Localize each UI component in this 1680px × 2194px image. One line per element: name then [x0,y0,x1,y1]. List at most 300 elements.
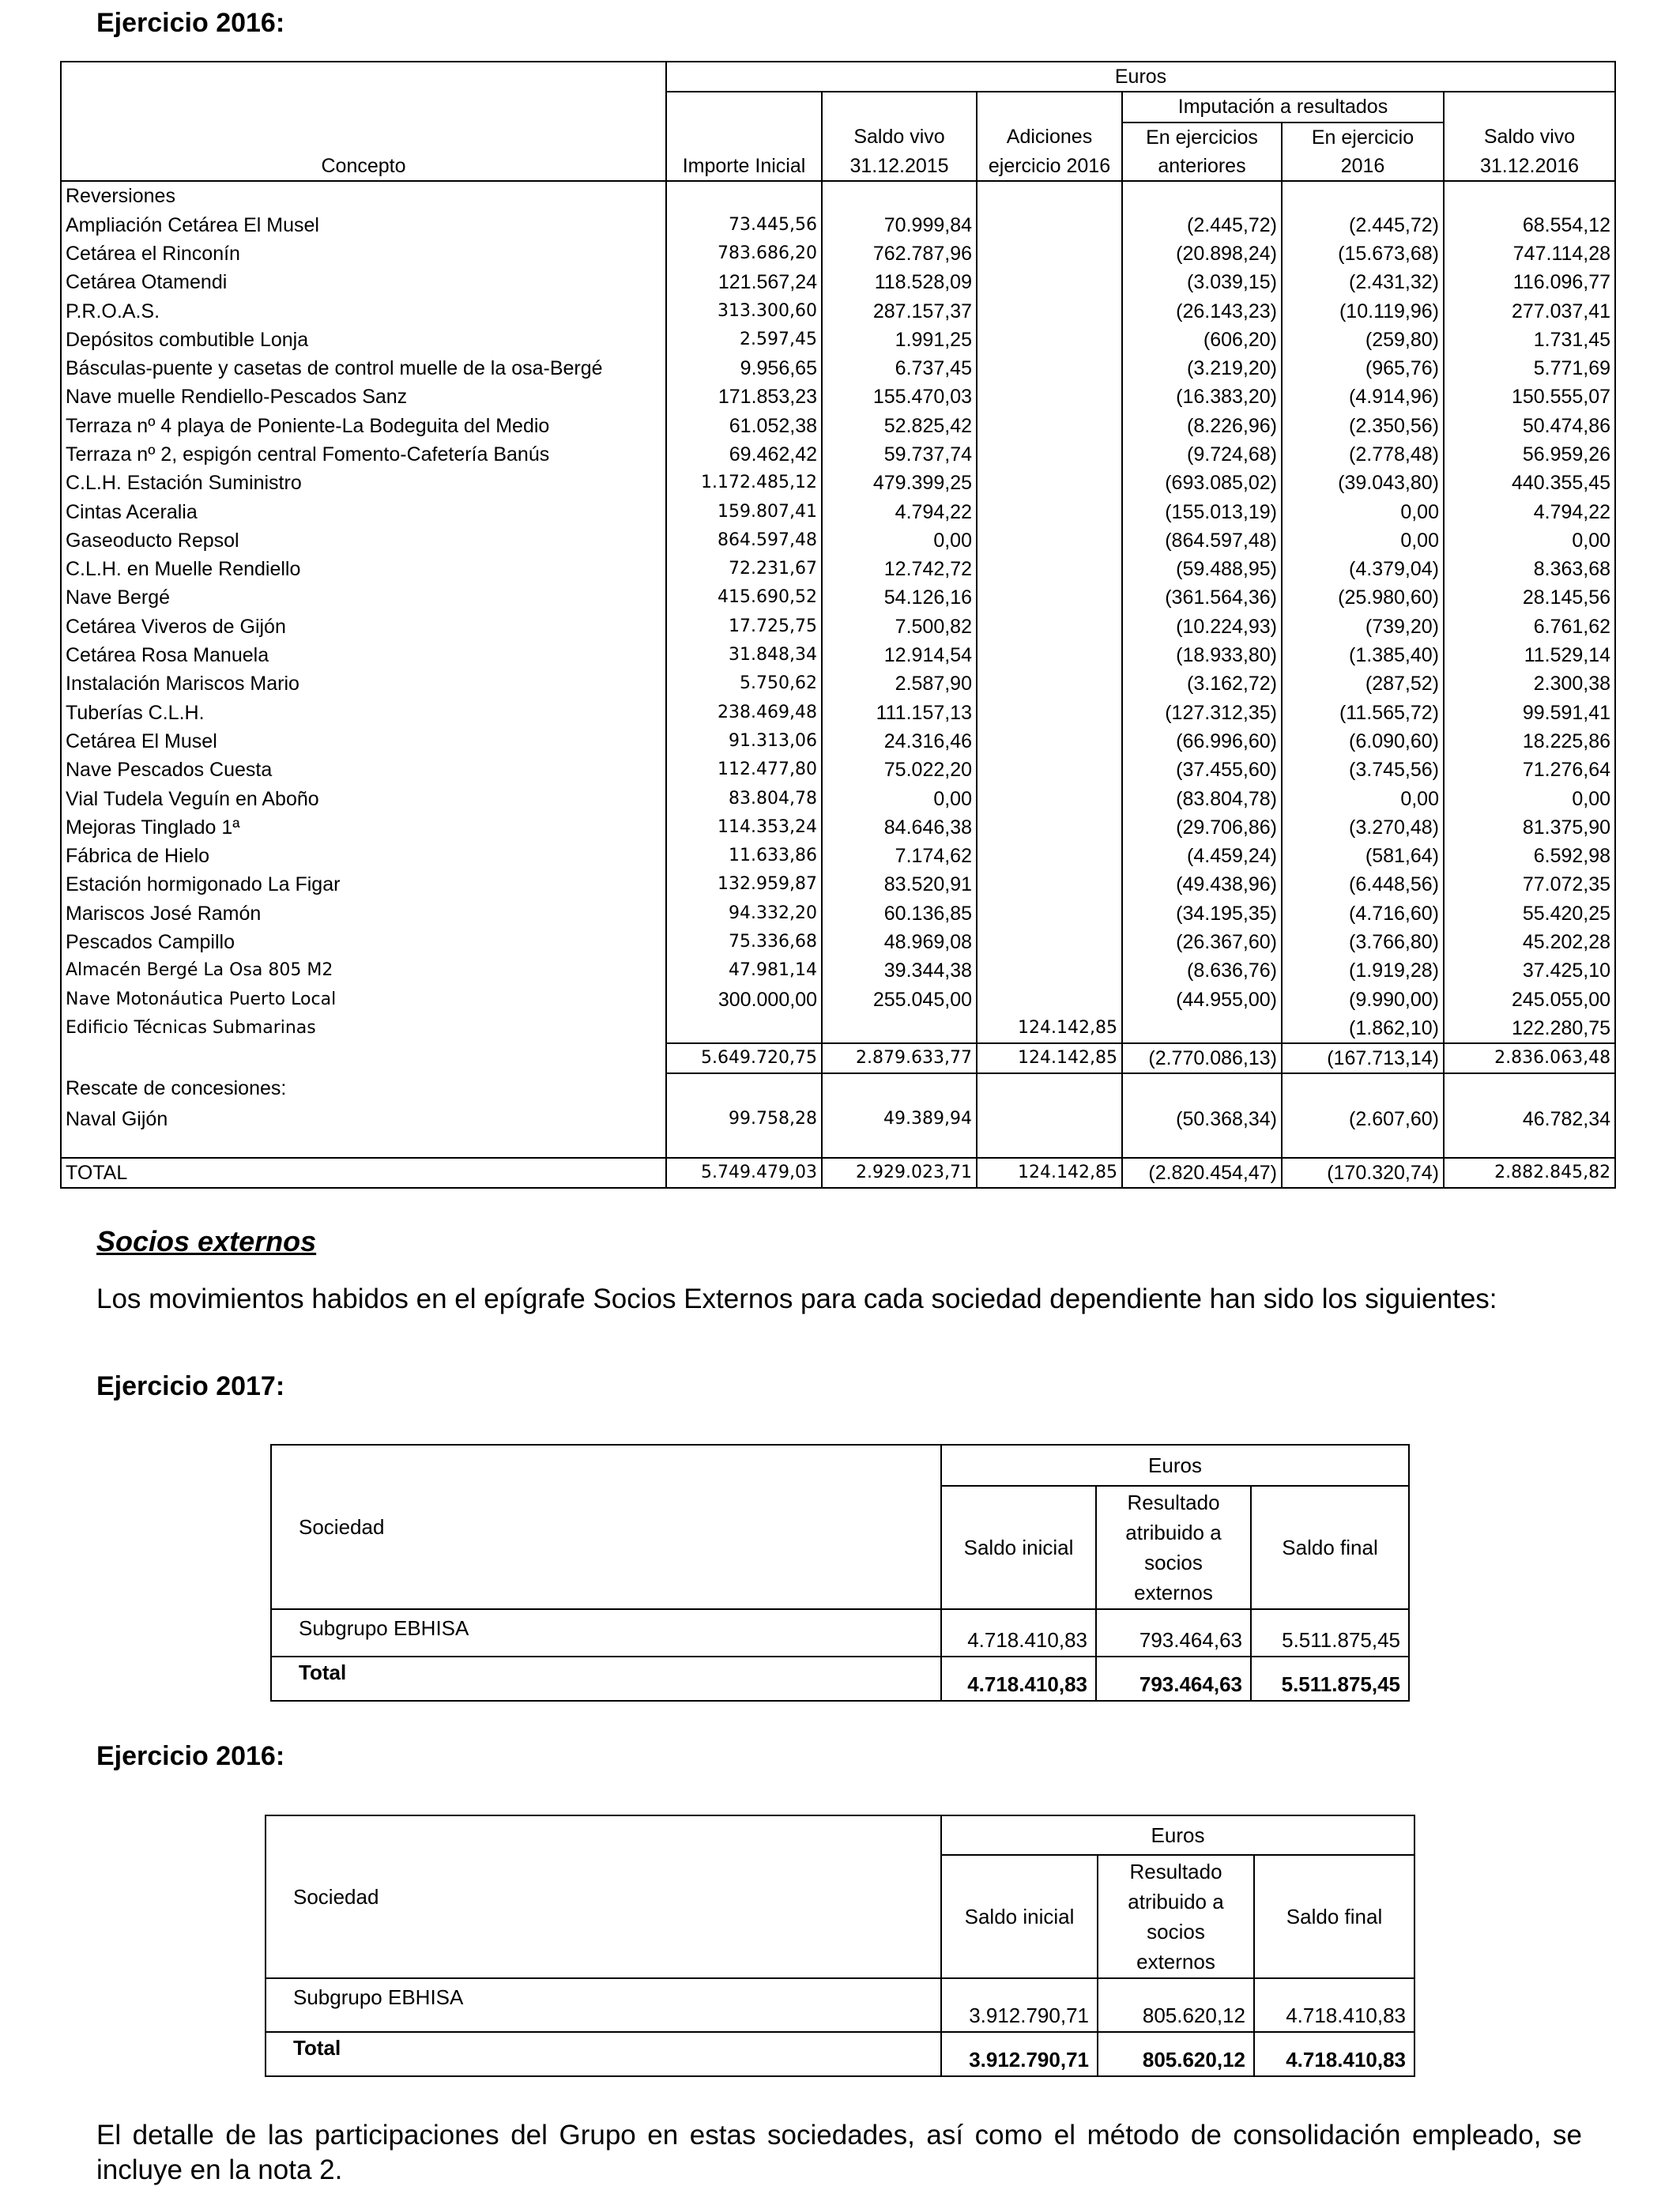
cell-importe-inicial: 5.749.479,03 [666,1158,822,1188]
cell-concepto: Terraza nº 2, espigón central Fomento-Cafetería Banús [61,440,666,469]
cell-saldo-vivo-2015: 255.045,00 [822,986,977,1014]
cell-imputacion-anteriores: (693.085,02) [1122,469,1282,497]
row-sociedad: Subgrupo EBHISA [266,1978,941,2032]
cell-imputacion-2016: (6.448,56) [1282,870,1444,899]
cell-saldo-vivo-2016: 1.731,45 [1444,326,1615,354]
cell-imputacion-2016: (4.716,60) [1282,899,1444,928]
cell-adiciones-2016 [977,784,1122,812]
cell-importe-inicial: 238.469,48 [666,699,822,727]
cell-concepto: Básculas-puente y casetas de control muelle de la osa-Bergé [61,354,666,383]
cell-imputacion-2016: 0,00 [1282,497,1444,526]
cell-adiciones-2016 [977,383,1122,411]
header-saldo-final: Saldo final [1254,1855,1414,1978]
cell-saldo-vivo-2015: 2.587,90 [822,669,977,698]
cell-imputacion-2016: (4.379,04) [1282,555,1444,583]
total-label: Total [271,1657,941,1701]
header-saldo-vivo-2016: Saldo vivo [1444,123,1615,152]
cell-adiciones-2016 [977,354,1122,383]
cell-imputacion-2016: (1.385,40) [1282,641,1444,669]
cell-imputacion-anteriores: (127.312,35) [1122,699,1282,727]
reversiones-table [60,61,1616,1189]
table-row [61,239,1615,268]
cell-adiciones-2016 [977,296,1122,325]
cell-imputacion-anteriores: (9.724,68) [1122,440,1282,469]
cell-saldo-vivo-2015 [822,1014,977,1043]
header-saldo-vivo-2015-date: 31.12.2015 [822,152,977,181]
cell-importe-inicial: 171.853,23 [666,383,822,411]
header-resultado-line: Resultado [1129,1860,1222,1883]
cell-saldo-vivo-2016: 11.529,14 [1444,641,1615,669]
cell-saldo-vivo-2015: 75.022,20 [822,756,977,784]
cell-importe-inicial: 94.332,20 [666,899,822,928]
cell-imputacion-2016: (9.990,00) [1282,986,1444,1014]
cell-concepto: Depósitos combutible Lonja [61,326,666,354]
cell-saldo-vivo-2016: 81.375,90 [1444,813,1615,842]
cell-adiciones-2016 [977,842,1122,870]
cell-concepto: Instalación Mariscos Mario [61,669,666,698]
cell-saldo-vivo-2016: 122.280,75 [1444,1014,1615,1043]
total-saldo-final: 5.511.875,45 [1251,1657,1409,1701]
cell-importe-inicial: 61.052,38 [666,412,822,440]
cell-concepto: P.R.O.A.S. [61,296,666,325]
cell-saldo-vivo-2016: 277.037,41 [1444,296,1615,325]
row-saldo-final: 5.511.875,45 [1251,1609,1409,1657]
cell-imputacion-2016: (739,20) [1282,613,1444,641]
cell-saldo-vivo-2015: 49.389,94 [822,1103,977,1135]
cell-concepto: Tuberías C.L.H. [61,699,666,727]
table-row [61,210,1615,239]
total-resultado: 793.464,63 [1096,1657,1251,1701]
row-sociedad: Subgrupo EBHISA [271,1609,941,1657]
total-row [61,1158,1615,1188]
row-resultado: 793.464,63 [1096,1609,1251,1657]
header-euros: Euros [941,1815,1414,1855]
table-row [61,613,1615,641]
table-row [61,383,1615,411]
cell-saldo-vivo-2016: 77.072,35 [1444,870,1615,899]
header-imputacion: Imputación a resultados [1122,92,1444,122]
header-resultado-atribuido [1098,1855,1254,1978]
cell-saldo-vivo-2016: 99.591,41 [1444,699,1615,727]
cell-imputacion-2016: (2.431,32) [1282,268,1444,296]
table-row [61,1014,1615,1043]
table-row [61,956,1615,985]
cell-saldo-vivo-2016: 55.420,25 [1444,899,1615,928]
cell-adiciones-2016 [977,526,1122,555]
cell-concepto: Fábrica de Hielo [61,842,666,870]
cell-importe-inicial: 47.981,14 [666,956,822,985]
cell-imputacion-anteriores: (8.636,76) [1122,956,1282,985]
cell-adiciones-2016 [977,756,1122,784]
cell-imputacion-anteriores: (155.013,19) [1122,497,1282,526]
cell-importe-inicial: 121.567,24 [666,268,822,296]
cell-adiciones-2016: 124.142,85 [977,1158,1122,1188]
header-saldo-vivo-2015: Saldo vivo [822,123,977,152]
socios-paragraph: Los movimientos habidos en el epígrafe Socios Externos para cada sociedad dependiente han sido los siguientes: [96,1284,1497,1314]
cell-saldo-vivo-2015: 24.316,46 [822,727,977,756]
table-row [61,412,1615,440]
cell-importe-inicial: 783.686,20 [666,239,822,268]
header-saldo-inicial: Saldo inicial [941,1486,1096,1609]
cell-saldo-vivo-2016: 116.096,77 [1444,268,1615,296]
header-euros: Euros [941,1445,1409,1486]
cell-importe-inicial: 75.336,68 [666,928,822,956]
cell-saldo-vivo-2015: 0,00 [822,784,977,812]
table-row [61,641,1615,669]
cell-imputacion-2016: 0,00 [1282,784,1444,812]
cell-concepto: Nave muelle Rendiello-Pescados Sanz [61,383,666,411]
cell-saldo-vivo-2016: 150.555,07 [1444,383,1615,411]
cell-adiciones-2016 [977,497,1122,526]
heading-ejercicio-2016: Ejercicio 2016: [96,8,285,38]
cell-saldo-vivo-2015: 39.344,38 [822,956,977,985]
total-resultado: 805.620,12 [1098,2032,1254,2076]
cell-importe-inicial: 17.725,75 [666,613,822,641]
cell-imputacion-2016: (25.980,60) [1282,583,1444,612]
cell-imputacion-2016: (2.350,56) [1282,412,1444,440]
cell-imputacion-2016: (10.119,96) [1282,296,1444,325]
cell-importe-inicial: 91.313,06 [666,727,822,756]
cell-saldo-vivo-2016: 45.202,28 [1444,928,1615,956]
cell-adiciones-2016 [977,412,1122,440]
cell-saldo-vivo-2015: 59.737,74 [822,440,977,469]
cell-imputacion-2016: (15.673,68) [1282,239,1444,268]
cell-imputacion-2016: (2.607,60) [1282,1103,1444,1135]
cell-saldo-vivo-2015: 7.500,82 [822,613,977,641]
table-row [61,784,1615,812]
cell-imputacion-anteriores: (864.597,48) [1122,526,1282,555]
row-saldo-inicial: 3.912.790,71 [941,1978,1098,2032]
cell-adiciones-2016 [977,469,1122,497]
cell-saldo-vivo-2016: 2.836.063,48 [1444,1043,1615,1073]
total-saldo-inicial: 3.912.790,71 [941,2032,1098,2076]
cell-saldo-vivo-2015: 287.157,37 [822,296,977,325]
cell-adiciones-2016 [977,583,1122,612]
cell-importe-inicial [666,1014,822,1043]
cell-concepto: Almacén Bergé La Osa 805 M2 [61,956,666,985]
cell-saldo-vivo-2016: 440.355,45 [1444,469,1615,497]
cell-saldo-vivo-2016: 50.474,86 [1444,412,1615,440]
header-resultado-line: Resultado [1127,1491,1220,1514]
cell-importe-inicial: 132.959,87 [666,870,822,899]
table-row [61,296,1615,325]
table-row [61,870,1615,899]
cell-importe-inicial: 313.300,60 [666,296,822,325]
cell-imputacion-anteriores: (18.933,80) [1122,641,1282,669]
cell-adiciones-2016 [977,986,1122,1014]
cell-importe-inicial: 5.649.720,75 [666,1043,822,1073]
header-resultado-line: socios [1147,1920,1205,1943]
cell-imputacion-anteriores: (361.564,36) [1122,583,1282,612]
cell-concepto: Vial Tudela Veguín en Aboño [61,784,666,812]
cell-importe-inicial: 31.848,34 [666,641,822,669]
cell-saldo-vivo-2015: 111.157,13 [822,699,977,727]
cell-importe-inicial: 112.477,80 [666,756,822,784]
cell-importe-inicial: 1.172.485,12 [666,469,822,497]
cell-imputacion-anteriores: (66.996,60) [1122,727,1282,756]
cell-imputacion-anteriores: (26.367,60) [1122,928,1282,956]
header-adiciones: Adiciones [977,123,1122,152]
cell-saldo-vivo-2016: 18.225,86 [1444,727,1615,756]
table-row [61,354,1615,383]
header-saldo-final: Saldo final [1251,1486,1409,1609]
cell-saldo-vivo-2015: 52.825,42 [822,412,977,440]
cell-concepto: Edificio Técnicas Submarinas [61,1014,666,1043]
socios-2017-table [270,1444,1410,1702]
cell-adiciones-2016 [977,440,1122,469]
cell-concepto: Nave Motonáutica Puerto Local [61,986,666,1014]
cell-saldo-vivo-2015: 12.742,72 [822,555,977,583]
header-resultado-line: externos [1136,1950,1215,1973]
cell-saldo-vivo-2015: 7.174,62 [822,842,977,870]
header-resultado-atribuido [1096,1486,1251,1609]
cell-saldo-vivo-2016: 2.300,38 [1444,669,1615,698]
cell-imputacion-2016: (2.445,72) [1282,210,1444,239]
table-row [61,727,1615,756]
table-row [61,928,1615,956]
table-row [61,326,1615,354]
cell-saldo-vivo-2016: 8.363,68 [1444,555,1615,583]
cell-saldo-vivo-2015: 4.794,22 [822,497,977,526]
cell-saldo-vivo-2016: 6.592,98 [1444,842,1615,870]
cell-imputacion-anteriores: (26.143,23) [1122,296,1282,325]
cell-saldo-vivo-2015: 54.126,16 [822,583,977,612]
cell-importe-inicial: 2.597,45 [666,326,822,354]
table-row [61,583,1615,612]
cell-imputacion-2016: (3.270,48) [1282,813,1444,842]
cell-saldo-vivo-2015: 70.999,84 [822,210,977,239]
heading-ejercicio-2016-b: Ejercicio 2016: [96,1741,285,1771]
header-importe-inicial: Importe Inicial [666,152,822,181]
cell-adiciones-2016 [977,699,1122,727]
cell-importe-inicial: 69.462,42 [666,440,822,469]
total-saldo-final: 4.718.410,83 [1254,2032,1414,2076]
header-saldo-vivo-2016-date: 31.12.2016 [1444,152,1615,181]
table-row [61,440,1615,469]
cell-saldo-vivo-2016: 2.882.845,82 [1444,1158,1615,1188]
cell-concepto: Gaseoducto Repsol [61,526,666,555]
row-saldo-final: 4.718.410,83 [1254,1978,1414,2032]
heading-ejercicio-2017: Ejercicio 2017: [96,1371,285,1401]
cell-imputacion-2016: (287,52) [1282,669,1444,698]
cell-imputacion-anteriores: (20.898,24) [1122,239,1282,268]
cell-importe-inicial: 83.804,78 [666,784,822,812]
cell-adiciones-2016 [977,727,1122,756]
cell-saldo-vivo-2015: 60.136,85 [822,899,977,928]
cell-imputacion-2016: (39.043,80) [1282,469,1444,497]
cell-imputacion-anteriores: (606,20) [1122,326,1282,354]
header-concepto: Concepto [61,152,666,181]
cell-adiciones-2016 [977,239,1122,268]
cell-imputacion-anteriores: (59.488,95) [1122,555,1282,583]
header-ej-2016: En ejercicio [1282,123,1444,152]
cell-saldo-vivo-2015: 479.399,25 [822,469,977,497]
table-row [61,268,1615,296]
cell-imputacion-2016: (259,80) [1282,326,1444,354]
cell-importe-inicial: 415.690,52 [666,583,822,612]
section-rescate: Rescate de concesiones: [61,1073,666,1103]
cell-saldo-vivo-2015: 12.914,54 [822,641,977,669]
cell-adiciones-2016 [977,1103,1122,1135]
cell-saldo-vivo-2016: 0,00 [1444,784,1615,812]
cell-concepto: Cetárea Rosa Manuela [61,641,666,669]
cell-concepto: C.L.H. en Muelle Rendiello [61,555,666,583]
cell-adiciones-2016 [977,268,1122,296]
cell-adiciones-2016: 124.142,85 [977,1014,1122,1043]
cell-imputacion-anteriores: (37.455,60) [1122,756,1282,784]
row-saldo-inicial: 4.718.410,83 [941,1609,1096,1657]
cell-importe-inicial: 9.956,65 [666,354,822,383]
cell-concepto: Terraza nº 4 playa de Poniente-La Bodeguita del Medio [61,412,666,440]
table-row [61,756,1615,784]
table-row [61,1103,1615,1135]
cell-saldo-vivo-2015: 48.969,08 [822,928,977,956]
cell-imputacion-anteriores: (83.804,78) [1122,784,1282,812]
table-row [61,699,1615,727]
cell-imputacion-2016: (6.090,60) [1282,727,1444,756]
cell-concepto: Nave Pescados Cuesta [61,756,666,784]
cell-adiciones-2016 [977,669,1122,698]
cell-saldo-vivo-2015: 118.528,09 [822,268,977,296]
header-sociedad: Sociedad [266,1815,941,1978]
spacer-row [61,1135,1615,1158]
cell-imputacion-2016: (167.713,14) [1282,1043,1444,1073]
cell-saldo-vivo-2016: 6.761,62 [1444,613,1615,641]
cell-saldo-vivo-2016: 747.114,28 [1444,239,1615,268]
cell-saldo-vivo-2016: 4.794,22 [1444,497,1615,526]
table-row [61,469,1615,497]
cell-saldo-vivo-2015: 1.991,25 [822,326,977,354]
cell-imputacion-anteriores: (8.226,96) [1122,412,1282,440]
cell-saldo-vivo-2015: 2.879.633,77 [822,1043,977,1073]
table-row [61,526,1615,555]
cell-imputacion-2016: (1.862,10) [1282,1014,1444,1043]
cell-saldo-vivo-2016: 46.782,34 [1444,1103,1615,1135]
cell-saldo-vivo-2015: 2.929.023,71 [822,1158,977,1188]
socios-externos-heading: Socios externos [96,1225,317,1257]
cell-imputacion-anteriores: (16.383,20) [1122,383,1282,411]
cell-adiciones-2016 [977,210,1122,239]
cell-adiciones-2016 [977,956,1122,985]
header-sociedad: Sociedad [271,1445,941,1609]
cell-adiciones-2016 [977,613,1122,641]
cell-adiciones-2016 [977,870,1122,899]
cell-concepto: TOTAL [61,1158,666,1188]
cell-saldo-vivo-2016: 37.425,10 [1444,956,1615,985]
cell-imputacion-anteriores: (49.438,96) [1122,870,1282,899]
cell-concepto: C.L.H. Estación Suministro [61,469,666,497]
table-row [61,842,1615,870]
cell-imputacion-anteriores: (44.955,00) [1122,986,1282,1014]
cell-concepto: Naval Gijón [61,1103,666,1135]
cell-importe-inicial: 300.000,00 [666,986,822,1014]
cell-saldo-vivo-2016: 71.276,64 [1444,756,1615,784]
cell-imputacion-2016: 0,00 [1282,526,1444,555]
cell-imputacion-anteriores: (34.195,35) [1122,899,1282,928]
table-row [61,669,1615,698]
header-resultado-line: atribuido a [1128,1890,1224,1913]
cell-imputacion-anteriores: (3.219,20) [1122,354,1282,383]
header-saldo-inicial: Saldo inicial [941,1855,1098,1978]
cell-concepto: Ampliación Cetárea El Musel [61,210,666,239]
cell-concepto: Estación hormigonado La Figar [61,870,666,899]
cell-concepto: Mejoras Tinglado 1ª [61,813,666,842]
cell-adiciones-2016 [977,928,1122,956]
header-resultado-line: externos [1134,1581,1213,1604]
cell-adiciones-2016: 124.142,85 [977,1043,1122,1073]
cell-imputacion-anteriores: (50.368,34) [1122,1103,1282,1135]
cell-importe-inicial: 99.758,28 [666,1103,822,1135]
header-ej-anteriores: En ejercicios [1122,123,1282,152]
cell-saldo-vivo-2016: 68.554,12 [1444,210,1615,239]
row-resultado: 805.620,12 [1098,1978,1254,2032]
table-row [61,813,1615,842]
cell-concepto: Cetárea Otamendi [61,268,666,296]
table-row [61,986,1615,1014]
cell-saldo-vivo-2016: 56.959,26 [1444,440,1615,469]
cell-importe-inicial: 5.750,62 [666,669,822,698]
cell-saldo-vivo-2015: 155.470,03 [822,383,977,411]
cell-importe-inicial: 114.353,24 [666,813,822,842]
cell-imputacion-2016: (3.745,56) [1282,756,1444,784]
cell-concepto: Cintas Aceralia [61,497,666,526]
cell-importe-inicial: 11.633,86 [666,842,822,870]
section-reversiones: Reversiones [61,181,666,210]
header-ej-anteriores-2: anteriores [1122,152,1282,181]
cell-adiciones-2016 [977,641,1122,669]
cell-imputacion-anteriores: (3.039,15) [1122,268,1282,296]
cell-concepto: Pescados Campillo [61,928,666,956]
cell-concepto: Nave Bergé [61,583,666,612]
cell-imputacion-2016: (1.919,28) [1282,956,1444,985]
total-label: Total [266,2032,941,2076]
cell-imputacion-2016: (2.778,48) [1282,440,1444,469]
subtotal-row [61,1043,1615,1073]
table-row [61,497,1615,526]
cell-adiciones-2016 [977,813,1122,842]
cell-imputacion-anteriores: (29.706,86) [1122,813,1282,842]
cell-saldo-vivo-2015: 0,00 [822,526,977,555]
cell-saldo-vivo-2016: 245.055,00 [1444,986,1615,1014]
cell-importe-inicial: 159.807,41 [666,497,822,526]
cell-importe-inicial: 73.445,56 [666,210,822,239]
cell-concepto: Mariscos José Ramón [61,899,666,928]
cell-adiciones-2016 [977,555,1122,583]
cell-importe-inicial: 72.231,67 [666,555,822,583]
cell-adiciones-2016 [977,326,1122,354]
cell-saldo-vivo-2016: 0,00 [1444,526,1615,555]
cell-imputacion-2016: (581,64) [1282,842,1444,870]
cell-imputacion-2016: (4.914,96) [1282,383,1444,411]
header-ej-2016-year: 2016 [1282,152,1444,181]
total-saldo-inicial: 4.718.410,83 [941,1657,1096,1701]
cell-imputacion-anteriores: (2.445,72) [1122,210,1282,239]
cell-imputacion-anteriores: (2.820.454,47) [1122,1158,1282,1188]
cell-saldo-vivo-2015: 84.646,38 [822,813,977,842]
header-euros: Euros [666,62,1615,92]
cell-saldo-vivo-2015: 83.520,91 [822,870,977,899]
cell-imputacion-anteriores: (10.224,93) [1122,613,1282,641]
cell-saldo-vivo-2016: 28.145,56 [1444,583,1615,612]
cell-concepto [61,1043,666,1073]
cell-concepto: Cetárea Viveros de Gijón [61,613,666,641]
header-resultado-line: atribuido a [1125,1521,1222,1544]
cell-importe-inicial: 864.597,48 [666,526,822,555]
socios-2016-table [265,1815,1415,2077]
cell-imputacion-2016: (3.766,80) [1282,928,1444,956]
cell-imputacion-2016: (965,76) [1282,354,1444,383]
section-row [61,1073,1615,1103]
